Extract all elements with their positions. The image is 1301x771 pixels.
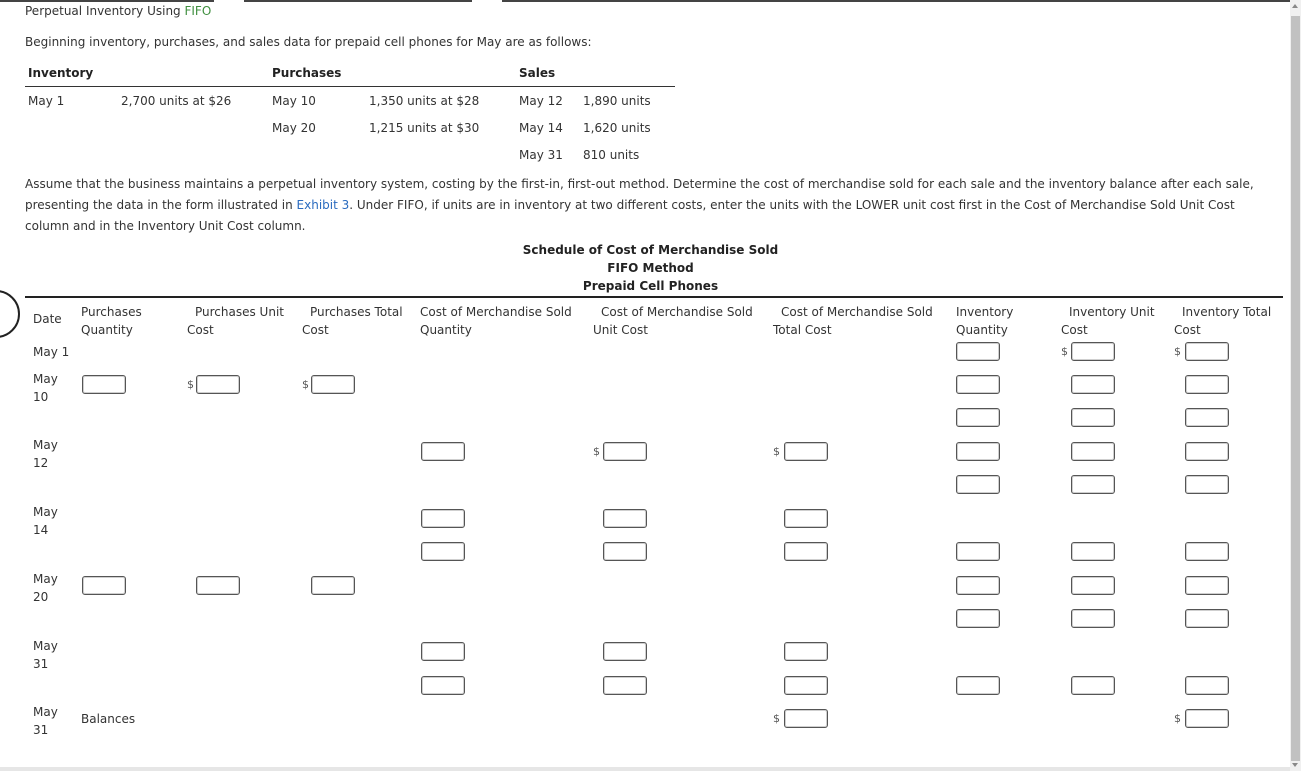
may14-cms-total-cost-input-2[interactable] [784,542,828,561]
purchase-date: May 10 [272,94,316,108]
may10-inventory-quantity-input[interactable] [956,375,1000,394]
may14-inventory-quantity-input[interactable] [956,542,1000,561]
may12-inventory-unit-cost-input[interactable] [1071,442,1115,461]
may20-purchases-unit-cost-input[interactable] [196,576,240,595]
schedule-title: Schedule of Cost of Merchandise Sold [522,243,779,257]
schedule-product: Prepaid Cell Phones [582,279,719,293]
may14-cms-unit-cost-input-2[interactable] [603,542,647,561]
may20-inventory-unit-cost-input-2[interactable] [1071,609,1115,628]
may10-inventory-unit-cost-input[interactable] [1071,375,1115,394]
may20-inventory-quantity-input[interactable] [956,576,1000,595]
may14-cms-quantity-input-2[interactable] [421,542,465,561]
fifo-link[interactable]: FIFO [184,4,212,18]
dollar-sign: $ [773,445,780,458]
balances-cms-total-cost-input[interactable] [784,709,828,728]
may20-inventory-total-cost-input[interactable] [1185,576,1229,595]
instructions-text: Assume that the business maintains a perpetual inventory system, costing by the first-in, first-out method. Determine the cost of merchandise sold for each sale and the inventory balance after each sale, presenting the data in the form illustrated in Exhibit 3. Under FIFO, if units are in inventory at two different costs, enter the units with the LOWER unit cost first in the Cost of Merchandise Sold Unit Cost column and in the Inventory Unit Cost column. [25,177,1254,233]
may20-purchases-quantity-input[interactable] [82,576,126,595]
data-table-rule [25,86,675,87]
col-purchases-unit-cost: Purchases Unit Cost [187,305,284,337]
may14-cms-quantity-input[interactable] [421,509,465,528]
inventory-desc: 2,700 units at $26 [121,94,232,108]
sale-units: 1,890 units [583,94,651,108]
row-date-may-10: May 10 [33,372,58,404]
col-inventory-unit-cost: Inventory Unit Cost [1061,305,1155,337]
may10-inventory-unit-cost-input-2[interactable] [1071,408,1115,427]
may14-cms-unit-cost-input[interactable] [603,509,647,528]
may10-purchases-quantity-input[interactable] [82,375,126,394]
page-title: Perpetual Inventory Using FIFO [25,4,212,18]
may14-inventory-unit-cost-input[interactable] [1071,542,1115,561]
may12-cms-quantity-input[interactable] [421,442,465,461]
scrollbar-thumb[interactable] [1291,16,1300,761]
sale-date: May 31 [519,148,563,162]
balances-inventory-total-cost-input[interactable] [1185,709,1229,728]
row-date-may-1: May 1 [33,345,70,359]
may10-inventory-total-cost-input-2[interactable] [1185,408,1229,427]
may12-inventory-total-cost-input-2[interactable] [1185,475,1229,494]
horizontal-scrollbar[interactable] [0,767,1290,771]
top-border [0,0,1290,2]
col-inventory-quantity: Inventory Quantity [956,305,1014,337]
row-date-may-14: May 14 [33,505,58,537]
col-date: Date [33,312,62,326]
scroll-down-icon[interactable] [1292,763,1298,767]
dollar-sign: $ [1174,712,1181,725]
may12-inventory-total-cost-input[interactable] [1185,442,1229,461]
exhibit-3-link[interactable]: Exhibit 3 [296,198,350,212]
intro-text: Beginning inventory, purchases, and sales data for prepaid cell phones for May are as follows: [25,35,592,49]
may14-inventory-total-cost-input[interactable] [1185,542,1229,561]
purchases-header: Purchases [272,66,342,80]
inventory-date: May 1 [28,94,65,108]
row-date-balances: May 31 [33,705,58,737]
may31-inventory-quantity-input[interactable] [956,676,1000,695]
may31-cms-quantity-input[interactable] [421,642,465,661]
may1-inventory-total-cost-input[interactable] [1185,342,1229,361]
may12-inventory-quantity-input-2[interactable] [956,475,1000,494]
may10-purchases-unit-cost-input[interactable] [196,375,240,394]
dollar-sign: $ [1174,345,1181,358]
may31-cms-total-cost-input[interactable] [784,642,828,661]
col-purchases-quantity: Purchases Quantity [81,305,142,337]
purchase-desc: 1,350 units at $28 [369,94,480,108]
row-date-may-12: May 12 [33,438,58,470]
row-date-may-20: May 20 [33,572,58,604]
dollar-sign: $ [593,445,600,458]
may20-inventory-quantity-input-2[interactable] [956,609,1000,628]
may31-inventory-unit-cost-input[interactable] [1071,676,1115,695]
col-cms-total-cost: Cost of Merchandise Sold Total Cost [773,305,933,337]
scroll-up-icon[interactable] [1292,4,1298,8]
dollar-sign: $ [302,378,309,391]
may12-cms-unit-cost-input[interactable] [603,442,647,461]
may31-cms-unit-cost-input-2[interactable] [603,676,647,695]
inventory-header: Inventory [28,66,94,80]
may20-purchases-total-cost-input[interactable] [311,576,355,595]
row-date-may-31: May 31 [33,639,58,671]
may31-cms-total-cost-input-2[interactable] [784,676,828,695]
may10-purchases-total-cost-input[interactable] [311,375,355,394]
dollar-sign: $ [187,378,194,391]
focus-indicator [0,290,20,338]
sale-date: May 12 [519,94,563,108]
vertical-scrollbar[interactable] [1290,0,1301,771]
may31-cms-unit-cost-input[interactable] [603,642,647,661]
may20-inventory-total-cost-input-2[interactable] [1185,609,1229,628]
may10-inventory-total-cost-input[interactable] [1185,375,1229,394]
schedule-rule [25,296,1283,298]
may12-inventory-unit-cost-input-2[interactable] [1071,475,1115,494]
may31-cms-quantity-input-2[interactable] [421,676,465,695]
may14-cms-total-cost-input[interactable] [784,509,828,528]
sale-units: 1,620 units [583,121,651,135]
purchase-date: May 20 [272,121,316,135]
dollar-sign: $ [773,712,780,725]
sale-units: 810 units [583,148,640,162]
may31-inventory-total-cost-input[interactable] [1185,676,1229,695]
col-cms-quantity: Cost of Merchandise Sold Quantity [420,305,572,337]
may1-inventory-quantity-input[interactable] [956,342,1000,361]
sale-date: May 14 [519,121,563,135]
balances-label: Balances [81,712,136,726]
may20-inventory-unit-cost-input[interactable] [1071,576,1115,595]
purchase-desc: 1,215 units at $30 [369,121,480,135]
may10-inventory-quantity-input-2[interactable] [956,408,1000,427]
sales-header: Sales [519,66,556,80]
dollar-sign: $ [1061,345,1068,358]
col-purchases-total-cost: Purchases Total Cost [302,305,403,337]
schedule-method: FIFO Method [607,261,694,275]
may12-inventory-quantity-input[interactable] [956,442,1000,461]
col-inventory-total-cost: Inventory Total Cost [1174,305,1272,337]
col-cms-unit-cost: Cost of Merchandise Sold Unit Cost [593,305,753,337]
may1-inventory-unit-cost-input[interactable] [1071,342,1115,361]
may12-cms-total-cost-input[interactable] [784,442,828,461]
